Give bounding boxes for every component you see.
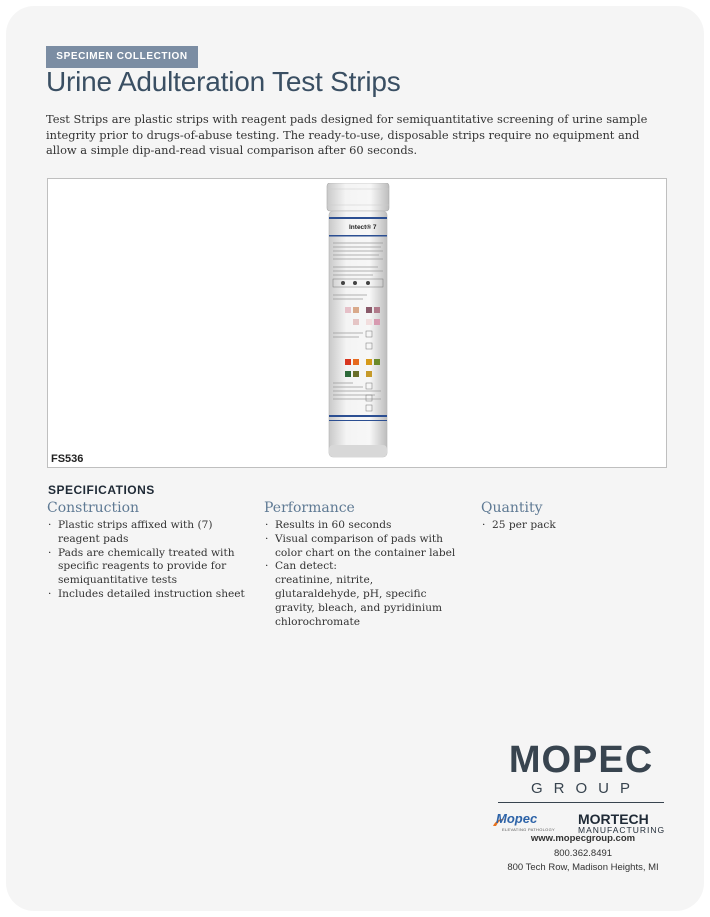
- detect-label: Can detect:: [275, 560, 337, 573]
- mopec-group-logo: [492, 740, 670, 837]
- phone-number: 800.362.8491: [553, 847, 613, 859]
- product-code: FS536: [51, 453, 84, 465]
- mortech-logo: MORTECH: [578, 811, 649, 827]
- construction-list: [47, 519, 247, 602]
- mopec-sub-tagline: ELEVATING PATHOLOGY: [502, 827, 555, 832]
- logo-divider: [498, 802, 664, 803]
- brand-subtitle: GROUP: [530, 780, 641, 797]
- mortech-tagline: MANUFACTURING: [578, 825, 666, 835]
- website-link[interactable]: www.mopecgroup.com: [530, 833, 636, 844]
- quantity-column: [481, 500, 661, 533]
- intro-paragraph: Test Strips are plastic strips with reagent pads designed for semiquantitative screening of urine sample integrity prior to drugs-of-abuse testing. The ready-to-use, disposable strips require no equipment and allow a simple dip-and-read visual comparison after 60 seconds.: [46, 112, 648, 157]
- product-image: [323, 183, 393, 463]
- product-image-frame: [47, 178, 667, 468]
- list-item: · 25 per pack: [481, 519, 661, 533]
- brand-name: MOPEC: [508, 739, 654, 781]
- quantity-heading: Quantity: [481, 500, 543, 516]
- list-item: · Includes detailed instruction sheet: [47, 588, 247, 602]
- quantity-list: [481, 519, 661, 533]
- performance-column: [264, 500, 460, 629]
- performance-list: [264, 519, 460, 629]
- specifications-heading: SPECIFICATIONS: [48, 483, 155, 497]
- list-item: · Pads are chemically treated with specific reagents to provide for semiquantitative tests: [47, 547, 247, 588]
- detect-analytes: creatinine, nitrite, glutaraldehyde, pH, specific gravity, bleach, and pyridinium chlorochromate: [275, 574, 443, 628]
- label-title: Intect® 7: [349, 224, 377, 231]
- mopec-sub-logo: Mopec: [496, 811, 538, 826]
- construction-heading: Construction: [47, 500, 140, 516]
- performance-heading: Performance: [264, 500, 355, 516]
- list-item: · Visual comparison of pads with color chart on the container label: [264, 533, 460, 561]
- list-item: · Results in 60 seconds: [264, 519, 460, 533]
- construction-column: [47, 500, 247, 602]
- page-title: Urine Adulteration Test Strips: [46, 66, 401, 97]
- category-tag: SPECIMEN COLLECTION: [46, 46, 198, 68]
- list-item: · Plastic strips affixed with (7) reagent pads: [47, 519, 247, 547]
- contact-block: [470, 832, 696, 876]
- list-item: [264, 560, 460, 629]
- address: 800 Tech Row, Madison Heights, MI: [507, 862, 659, 873]
